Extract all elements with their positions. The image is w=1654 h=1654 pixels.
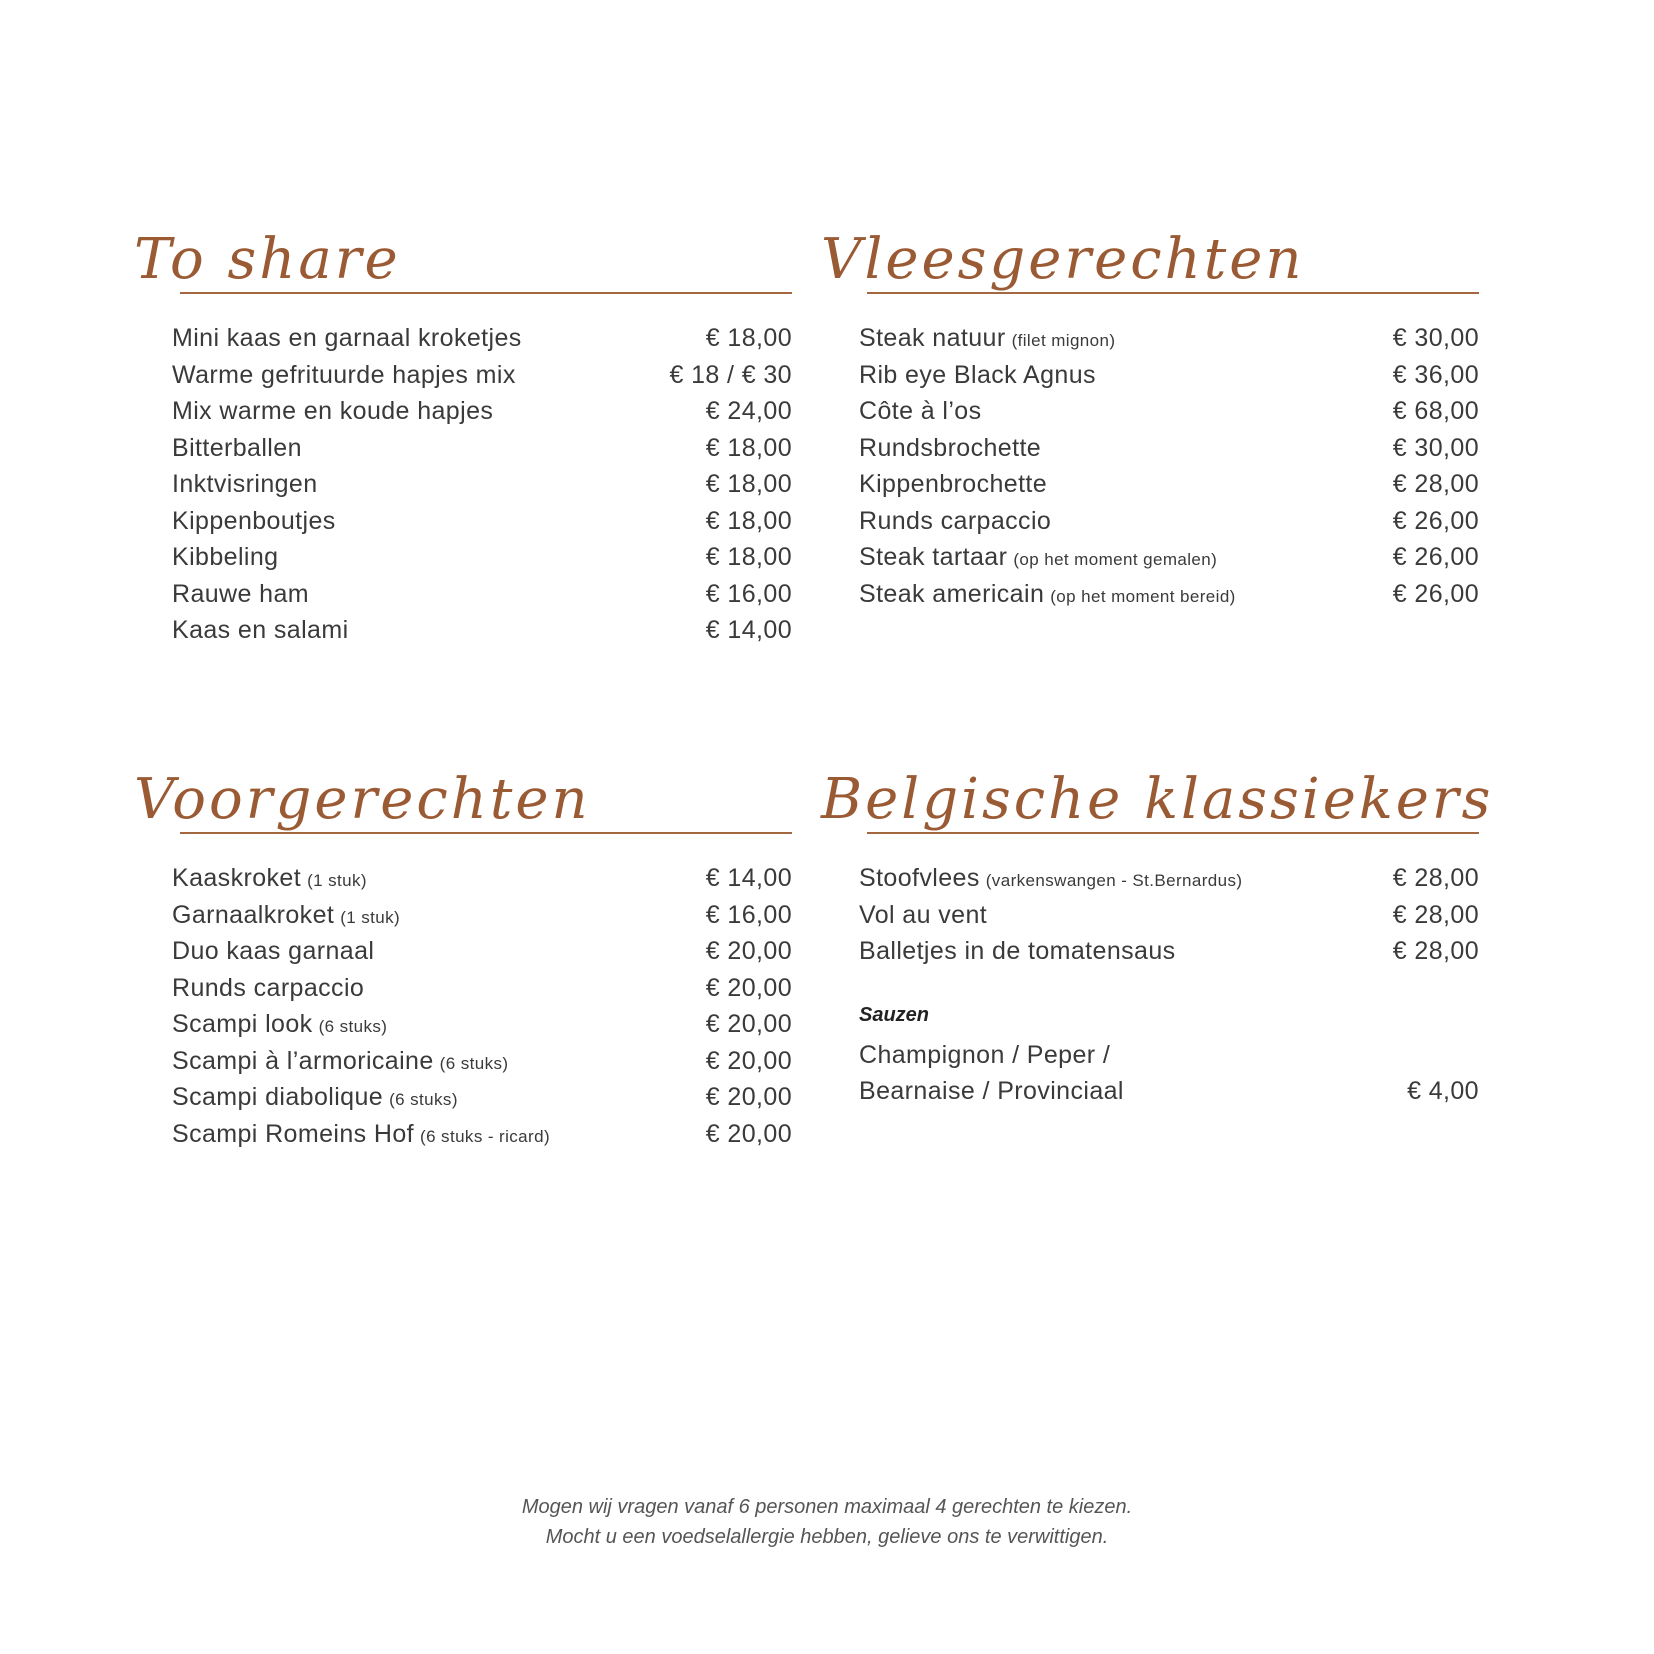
menu-item-name-wrap: [859, 864, 1242, 893]
menu-item-price: € 28,00: [1392, 470, 1479, 498]
menu-item-name: Duo kaas garnaal: [172, 937, 375, 965]
menu-item-name-wrap: [172, 507, 336, 536]
footer-note: [0, 1492, 1654, 1552]
menu-item: [172, 864, 792, 901]
menu-item-name: Scampi diabolique: [172, 1083, 384, 1111]
menu-item-name: Steak americain: [859, 579, 1045, 608]
menu-item: [172, 974, 792, 1011]
menu-item-name-wrap: [859, 324, 1115, 353]
section-title: To share: [134, 227, 401, 292]
menu-item-note: (6 stuks): [389, 1090, 458, 1109]
section-heading: [134, 742, 792, 834]
menu-item-note: (6 stuks): [318, 1017, 388, 1036]
menu-item: [859, 434, 1479, 471]
menu-item-list: [172, 864, 792, 1156]
menu-item: [172, 1010, 792, 1047]
menu-item: [859, 901, 1479, 938]
menu-item-name-wrap: [172, 616, 349, 645]
menu-item-name: Kaaskroket: [172, 864, 302, 892]
menu-item-name: Inktvisringen: [172, 470, 318, 498]
menu-item-name: Warme gefrituurde hapjes mix: [172, 360, 516, 389]
menu-item-price: € 14,00: [705, 864, 792, 892]
menu-item-name: Bitterballen: [172, 433, 302, 462]
section-divider: [180, 292, 792, 294]
menu-item-note: (6 stuks - ricard): [420, 1126, 551, 1146]
menu-item-name-wrap: [172, 1047, 508, 1076]
menu-item-name-wrap: [172, 1010, 387, 1039]
menu-item: [172, 434, 792, 471]
section-heading: [821, 742, 1494, 834]
menu-item-name: Rib eye Black Agnus: [859, 360, 1096, 389]
menu-item-name: Balletjes in de tomatensaus: [859, 937, 1176, 965]
section-voorgerechten: [134, 742, 792, 1156]
menu-item-name-wrap: [859, 937, 1176, 966]
menu-item: [859, 324, 1479, 361]
menu-item-note: (1 stuk): [340, 907, 401, 927]
menu-item-note: (filet mignon): [1011, 331, 1116, 350]
menu-item-name-wrap: [172, 324, 522, 353]
menu-item-name-wrap: [172, 397, 493, 426]
menu-item-name-wrap: [172, 901, 400, 930]
menu-item-name: Scampi look: [172, 1010, 313, 1038]
menu-item-name: Scampi Romeins Hof: [172, 1119, 415, 1148]
menu-item-name: Kaas en salami: [172, 616, 349, 644]
menu-item-name-wrap: [172, 434, 302, 463]
menu-item-price: € 20,00: [705, 1083, 792, 1111]
menu-item: [172, 324, 792, 361]
menu-item-price: € 30,00: [1392, 433, 1479, 462]
footer-line-2: Mocht u een voedselallergie hebben, gelieve ons te verwittigen.: [545, 1526, 1109, 1548]
menu-item: [859, 937, 1479, 974]
menu-item-note: (op het moment gemalen): [1013, 550, 1218, 569]
footer-line-1: Mogen wij vragen vanaf 6 personen maximaal 4 gerechten te kiezen.: [521, 1496, 1133, 1518]
menu-item: [172, 543, 792, 580]
menu-item-name: Scampi à l’armoricaine: [172, 1046, 434, 1075]
menu-item-name: Kibbeling: [172, 543, 279, 571]
menu-item: [172, 507, 792, 544]
menu-item: [172, 1083, 792, 1120]
menu-item-name: Mini kaas en garnaal kroketjes: [172, 324, 522, 352]
menu-item-price: € 20,00: [705, 1046, 792, 1075]
menu-item-price: € 18,00: [705, 324, 792, 352]
section-divider: [867, 292, 1479, 294]
menu-item-name: Kippenbrochette: [859, 470, 1048, 498]
menu-item-list: [859, 864, 1479, 974]
menu-item-price: € 28,00: [1392, 900, 1479, 929]
menu-item: [859, 397, 1479, 434]
sauces-item: [859, 1041, 1479, 1114]
menu-item-price: € 20,00: [705, 1010, 792, 1038]
menu-item-price: € 16,00: [705, 579, 792, 608]
menu-item-price: € 20,00: [705, 937, 792, 965]
menu-item-name-wrap: [859, 434, 1041, 463]
menu-item-name-wrap: [859, 580, 1236, 609]
section-to-share: [134, 202, 792, 653]
menu-item-name: Runds carpaccio: [172, 973, 365, 1002]
menu-item-name-wrap: [172, 470, 318, 499]
menu-item-price: € 36,00: [1392, 360, 1479, 389]
menu-item-name: Garnaalkroket: [172, 900, 335, 929]
menu-item-price: € 28,00: [1392, 937, 1479, 965]
menu-item-name-wrap: [859, 901, 987, 930]
sauces-price: € 4,00: [1407, 1077, 1479, 1105]
menu-item-price: € 26,00: [1392, 579, 1479, 608]
sauces-line2: Bearnaise / Provinciaal: [859, 1077, 1124, 1105]
menu-item-price: € 18,00: [705, 543, 792, 571]
menu-item-name-wrap: [172, 361, 516, 390]
menu-item-name: Runds carpaccio: [859, 506, 1052, 535]
section-divider: [180, 832, 792, 834]
menu-item-note: (1 stuk): [307, 871, 367, 890]
menu-item-name-wrap: [172, 1120, 550, 1149]
menu-item: [172, 937, 792, 974]
section-divider: [867, 832, 1479, 834]
section-vleesgerechten: [821, 202, 1479, 616]
menu-item-name: Stoofvlees: [859, 864, 980, 892]
menu-item-list: [859, 324, 1479, 616]
menu-item-name: Côte à l’os: [859, 397, 982, 425]
menu-item: [172, 397, 792, 434]
menu-item-name-wrap: [859, 507, 1051, 536]
menu-item-price: € 30,00: [1392, 324, 1479, 352]
menu-item: [859, 580, 1479, 617]
menu-item-price: € 26,00: [1392, 543, 1479, 571]
section-title: Voorgerechten: [134, 767, 591, 832]
menu-item: [859, 864, 1479, 901]
section-heading: [134, 202, 792, 294]
menu-item-price: € 18,00: [705, 433, 792, 462]
section-heading: [821, 202, 1479, 294]
section-title: Vleesgerechten: [821, 227, 1305, 292]
menu-item-name-wrap: [859, 470, 1047, 499]
menu-item-name: Vol au vent: [859, 900, 988, 929]
menu-item-name-wrap: [172, 580, 309, 609]
menu-item: [859, 361, 1479, 398]
menu-item-name-wrap: [859, 543, 1217, 572]
menu-item-note: (6 stuks): [439, 1053, 509, 1073]
menu-item-name-wrap: [172, 864, 367, 893]
menu-item: [172, 361, 792, 398]
menu-item-price: € 18,00: [705, 470, 792, 498]
menu-item-name: Steak natuur: [859, 324, 1006, 352]
section-title: Belgische klassiekers: [821, 767, 1494, 832]
menu-item-price: € 18 / € 30: [669, 360, 792, 389]
menu-item: [172, 1120, 792, 1157]
menu-item-name: Rauwe ham: [172, 579, 309, 608]
menu-item-note: (varkenswangen - St.Bernardus): [985, 871, 1243, 890]
sauces-names: [859, 1041, 1124, 1114]
menu-item-name-wrap: [172, 974, 364, 1003]
menu-item: [859, 543, 1479, 580]
section-belgische-klassiekers: [821, 742, 1494, 1114]
menu-item-name-wrap: [172, 1083, 458, 1112]
menu-item-name-wrap: [172, 937, 374, 966]
menu-item: [172, 1047, 792, 1084]
menu-item-name: Kippenboutjes: [172, 506, 336, 535]
menu-item-list: [172, 324, 792, 653]
menu-item-name-wrap: [859, 397, 982, 426]
menu-item-price: € 24,00: [705, 397, 792, 425]
menu-item-name: Mix warme en koude hapjes: [172, 397, 494, 425]
menu-item-price: € 20,00: [705, 973, 792, 1002]
menu-item-price: € 16,00: [705, 900, 792, 929]
menu-item: [172, 901, 792, 938]
menu-item-price: € 14,00: [705, 616, 792, 644]
menu-item-name: Steak tartaar: [859, 543, 1008, 571]
sauces-line1: Champignon / Peper /: [859, 1040, 1111, 1069]
menu-item: [859, 470, 1479, 507]
menu-item-price: € 28,00: [1392, 864, 1479, 892]
sauces-heading: Sauzen: [859, 1003, 930, 1026]
menu-item-price: € 68,00: [1392, 397, 1479, 425]
menu-item-price: € 26,00: [1392, 506, 1479, 535]
menu-item: [172, 470, 792, 507]
menu-item-name-wrap: [859, 361, 1096, 390]
menu-item: [859, 507, 1479, 544]
menu-item-note: (op het moment bereid): [1050, 586, 1236, 606]
menu-item-price: € 20,00: [705, 1119, 792, 1148]
menu-item-name: Rundsbrochette: [859, 433, 1042, 462]
menu-item: [172, 616, 792, 653]
menu-item-name-wrap: [172, 543, 278, 572]
menu-item-price: € 18,00: [705, 506, 792, 535]
menu-item: [172, 580, 792, 617]
